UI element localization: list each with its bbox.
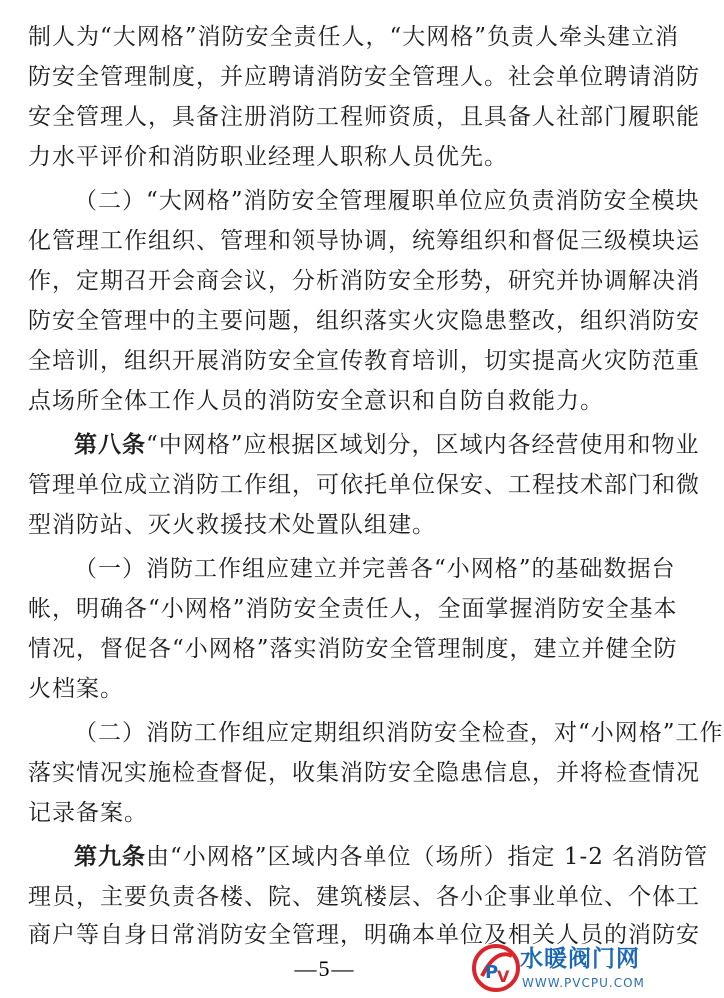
text-line: 商户等自身日常消防安全管理，明确本单位及相关人员的消防安 bbox=[28, 922, 700, 948]
text-line: （二）“大网格”消防安全管理履职单位应负责消防安全模块 bbox=[74, 188, 700, 214]
text-line: 化管理工作组织、管理和领导协调，统筹组织和督促三级模块运 bbox=[28, 228, 700, 254]
svg-text:P: P bbox=[485, 962, 499, 983]
article-line bbox=[74, 840, 709, 874]
text-line: 理员，主要负责各楼、院、建筑楼层、各小企事业单位、个体工 bbox=[28, 884, 700, 910]
text-line: （二）消防工作组应定期组织消防安全检查，对“小网格”工作 bbox=[74, 720, 724, 746]
text-line: 点场所全体工作人员的消防安全意识和自防自救能力。 bbox=[28, 388, 604, 414]
text-line: 落实情况实施检查督促，收集消防安全隐患信息，并将检查情况 bbox=[28, 760, 700, 786]
site-watermark bbox=[470, 940, 648, 996]
article-number: 第八条 bbox=[74, 431, 146, 458]
watermark-url: WWW.PVCPU.COM bbox=[522, 976, 645, 990]
text-line: 型消防站、灭火救援技术处置队组建。 bbox=[28, 512, 436, 538]
text-line: （一）消防工作组应建立并完善各“小网格”的基础数据台 bbox=[74, 556, 676, 582]
article-number: 第九条 bbox=[74, 843, 146, 870]
pv-logo-icon bbox=[470, 942, 522, 994]
text-line: 火档案。 bbox=[28, 676, 124, 702]
text-line: 安全管理人，具备注册消防工程师资质，且具备人社部门履职能 bbox=[28, 104, 700, 130]
page-number: —5— bbox=[294, 956, 356, 981]
article-text: 由“小网格”区域内各单位（场所）指定 1-2 名消防管 bbox=[146, 844, 709, 870]
watermark-brand: 水暖阀门网 bbox=[520, 946, 640, 972]
text-line: 全培训，组织开展消防安全宣传教育培训，切实提高火灾防范重 bbox=[28, 348, 700, 374]
text-line: 力水平评价和消防职业经理人职称人员优先。 bbox=[28, 144, 508, 170]
article-text: “中网格”应根据区域划分，区域内各经营使用和物业 bbox=[146, 432, 700, 458]
text-line: 记录备案。 bbox=[28, 800, 148, 826]
text-line: 情况，督促各“小网格”落实消防安全管理制度，建立并健全防 bbox=[28, 636, 678, 662]
text-line: 防安全管理制度，并应聘请消防安全管理人。社会单位聘请消防 bbox=[28, 64, 700, 90]
text-line: 帐，明确各“小网格”消防安全责任人，全面掌握消防安全基本 bbox=[28, 596, 678, 622]
text-line: 防安全管理中的主要问题，组织落实火灾隐患整改，组织消防安 bbox=[28, 308, 700, 334]
text-line: 作，定期召开会商会议，分析消防安全形势，研究并协调解决消 bbox=[28, 268, 700, 294]
text-line: 制人为“大网格”消防安全责任人，“大网格”负责人牵头建立消 bbox=[28, 24, 680, 50]
text-line: 管理单位成立消防工作组，可依托单位保安、工程技术部门和微 bbox=[28, 472, 700, 498]
svg-text:V: V bbox=[497, 967, 510, 986]
article-line bbox=[74, 428, 700, 462]
